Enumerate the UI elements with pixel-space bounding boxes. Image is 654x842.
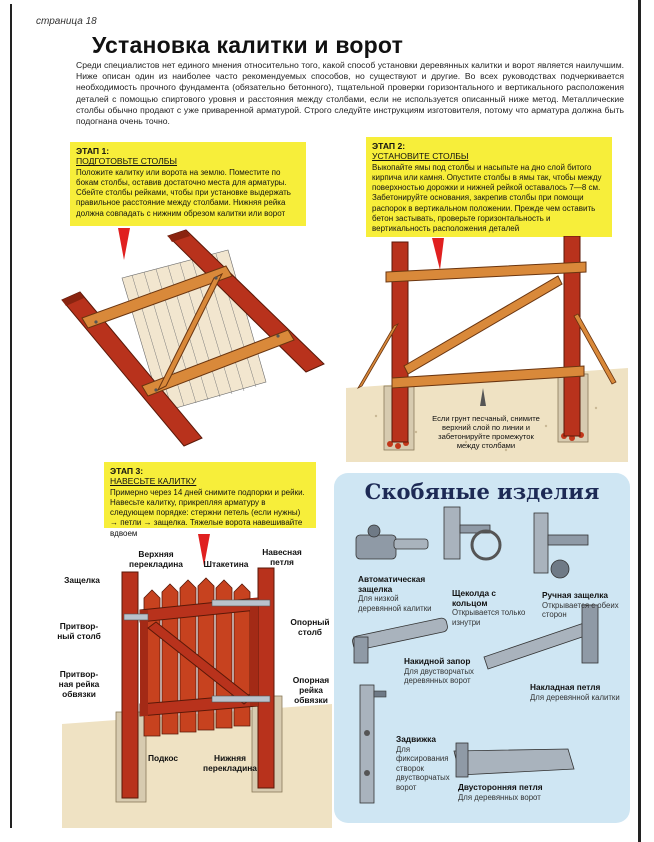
label-brace: Подкос [147, 753, 179, 763]
hw-item-6-name: Двусторонняя петля [458, 782, 543, 792]
ground [62, 704, 332, 828]
closing-post [122, 572, 138, 798]
hw-item-6 [458, 783, 578, 802]
page-frame-left [10, 4, 12, 828]
stage2-text: Выкопайте ямы под столбы и насыпьте на дно слой битого кирпича или камня. Опустите столбы в ямы так, чтобы между поверхностью дорожки и нижней рейкой оставалось 7—8 см. Забетонируйте основания, закрепив столбы при помощи распорок в вертикальном положении. Прежде чем оставить бетон застывать, проверьте горизонтальность и вертикальность расположения деталей [372, 162, 602, 234]
strap-hinge-icon [454, 743, 574, 777]
hw-item-5-name: Задвижка [396, 734, 436, 744]
automatic-latch-icon [356, 525, 428, 559]
hw-item-3 [404, 657, 484, 686]
stage1-pointer-icon [118, 228, 130, 260]
ring-latch-icon [444, 507, 500, 559]
hw-item-4-desc: Для деревянной калитки [530, 692, 620, 702]
page-title: Установка калитки и ворот [92, 32, 404, 58]
stage1-note [70, 142, 306, 226]
stage3-label: ЭТАП 3: [110, 466, 144, 476]
stage1-label: ЭТАП 1: [76, 146, 110, 156]
intro-paragraph: Среди специалистов нет единого мнения относительно того, какой способ установки деревянных калитки и ворот является наилучшим. Ниже описан один из наиболее часто рекомендуемых способов, но существуют и другие. Во всех руководствах подчеркивается необходимость прочного фундамента (обязательно бетонного), тщательной проверки горизонтального и вертикального расположения деталей с помощью спиртового уровня и расстояния между столбами, если не используется описанный ниже метод. Металлические столбы обычно продают с уже приваренной арматурой. Строго следуйте инструкциям изготовителя, потому что арматура должна быть подогнана очень точно. [76, 60, 624, 127]
hw-item-1-desc: Открывается только изнутри [452, 608, 526, 627]
hw-item-3-name: Накидной запор [404, 656, 471, 666]
page-number: страница 18 [36, 16, 97, 27]
hw-item-6-desc: Для деревянных ворот [458, 792, 541, 802]
manual-latch-icon [534, 513, 588, 578]
hw-item-3-desc: Для двустворчатых деревянных ворот [404, 666, 474, 686]
label-pickets: Штакетина [203, 559, 249, 569]
stage1-text: Положите калитку или ворота на землю. Поместите по бокам столбы, оставив достаточно места для арматуры. Сбейте столбы рейками, чтобы при установке выдержать правильное расстояние между столбами. Нижняя рейка должна совпадать с нижним обрезом калитки или ворот [76, 167, 291, 218]
stage3-note [104, 462, 316, 538]
hardware-drawings [334, 473, 630, 823]
hardware-title: Скобяные изделия [364, 479, 600, 504]
hardware-panel [334, 473, 630, 823]
label-support-post: Опорный столб [290, 617, 330, 637]
stage3-text: Примерно через 14 дней снимите подпорки и рейки. Навесьте калитку, прикрепляя арматуру в следующем порядке: стержни петель (если нужны) → петли → защелка. Тяжелые ворота навешивайте вдвоем [110, 487, 305, 538]
hw-item-5-desc: Для фиксирования створок двустворчатых ворот [396, 744, 450, 792]
label-latch: Защелка [64, 575, 100, 585]
page-frame-right [638, 0, 641, 842]
hw-item-0 [358, 575, 442, 613]
hw-item-0-name: Автоматическая защелка [358, 574, 426, 594]
label-support-stile: Опорная рейка обвязки [292, 675, 330, 705]
latch-icon [124, 614, 148, 620]
hw-item-2-name: Ручная защелка [542, 590, 609, 600]
label-closing-stile: Притвор-ная рейка обвязки [58, 669, 100, 699]
hw-item-2 [542, 591, 626, 620]
label-top-rail: Верхняя перекладина [129, 549, 183, 569]
hw-item-4 [530, 683, 624, 702]
label-bottom-rail: Нижняя перекладина [203, 753, 257, 773]
stage2-label: ЭТАП 2: [372, 141, 406, 151]
label-closing-post: Притвор-ный столб [57, 621, 101, 641]
stage1-illustration [56, 226, 336, 448]
hw-item-1-name: Щеколда с кольцом [452, 588, 497, 608]
hw-item-5 [396, 735, 452, 793]
label-hinge: Навесная петля [262, 547, 302, 567]
stage2-heading: УСТАНОВИТЕ СТОЛБЫ [372, 151, 469, 162]
hw-item-2-desc: Открывается с обеих сторон [542, 600, 619, 620]
hw-item-4-name: Накладная петля [530, 682, 601, 692]
stage1-heading: ПОДГОТОВЬТЕ СТОЛБЫ [76, 156, 178, 167]
hw-item-1 [452, 589, 532, 627]
hinge-bottom-icon [212, 696, 270, 702]
hw-item-0-desc: Для низкой деревянной калитки [358, 594, 432, 613]
ground-note: Если грунт песчаный, снимите верхний слой по линии и забетонируйте промежуток между столбами [432, 414, 540, 450]
stage2-note [366, 137, 612, 237]
barrel-bolt-icon [360, 685, 386, 803]
rail-diagonal [404, 276, 562, 374]
stage2-pointer-icon [432, 238, 444, 270]
stage3-heading: НАВЕСЬТЕ КАЛИТКУ [110, 476, 197, 487]
hinge-top-icon [212, 600, 270, 606]
